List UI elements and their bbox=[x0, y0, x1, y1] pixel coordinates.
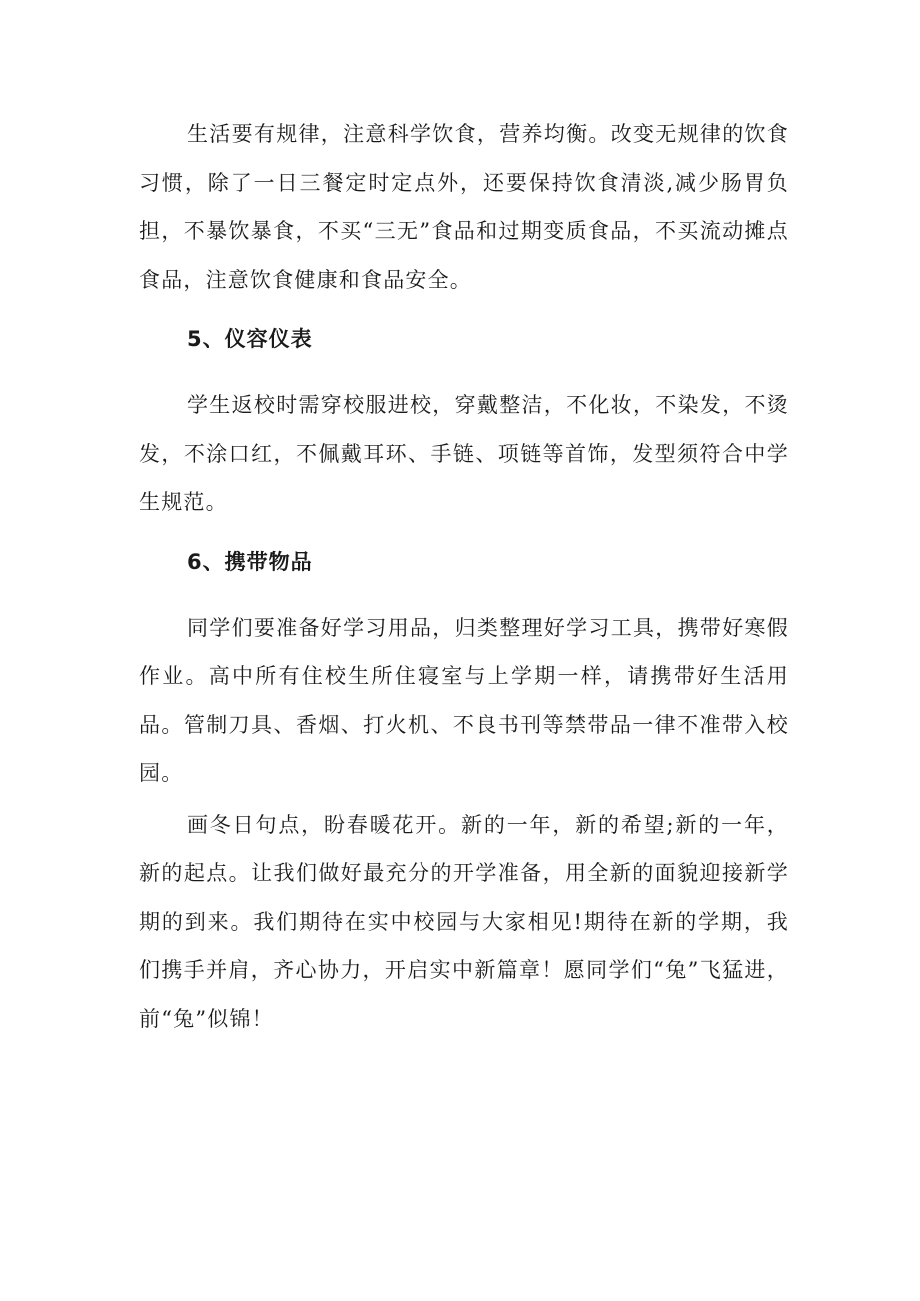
spacer bbox=[139, 363, 789, 381]
document-body bbox=[139, 110, 789, 1043]
spacer bbox=[139, 304, 789, 315]
paragraph-appearance: 学生返校时需穿校服进校，穿戴整洁，不化妆，不染发，不烫发，不涂口红，不佩戴耳环、手链、项链等首饰，发型须符合中学生规范。 bbox=[139, 393, 789, 514]
paragraph-items: 同学们要准备好学习用品，归类整理好学习工具，携带好寒假作业。高中所有住校生所住寝室与上学期一样，请携带好生活用品。管制刀具、香烟、打火机、不良书刊等禁带品一律不准带入校园。 bbox=[139, 615, 789, 785]
paragraph-diet: 生活要有规律，注意科学饮食，营养均衡。改变无规律的饮食习惯，除了一日三餐定时定点外，还要保持饮食清淡,减少肠胃负担，不暴饮暴食，不买“三无”食品和过期变质食品，不买流动摊点食品，注意饮食健康和食品安全。 bbox=[139, 122, 789, 292]
spacer bbox=[139, 586, 789, 604]
spacer bbox=[139, 527, 789, 538]
paragraph-closing: 画冬日句点，盼春暖花开。新的一年，新的希望;新的一年，新的起点。让我们做好最充分的开学准备，用全新的面貌迎接新学期的到来。我们期待在实中校园与大家相见!期待在新的学期，我们携手并肩，齐心协力，开启实中新篇章！愿同学们“兔”飞猛进，前“兔”似锦！ bbox=[139, 812, 789, 1031]
section-heading-appearance: 5、仪容仪表 bbox=[187, 327, 313, 351]
section-heading-items: 6、携带物品 bbox=[187, 549, 313, 574]
